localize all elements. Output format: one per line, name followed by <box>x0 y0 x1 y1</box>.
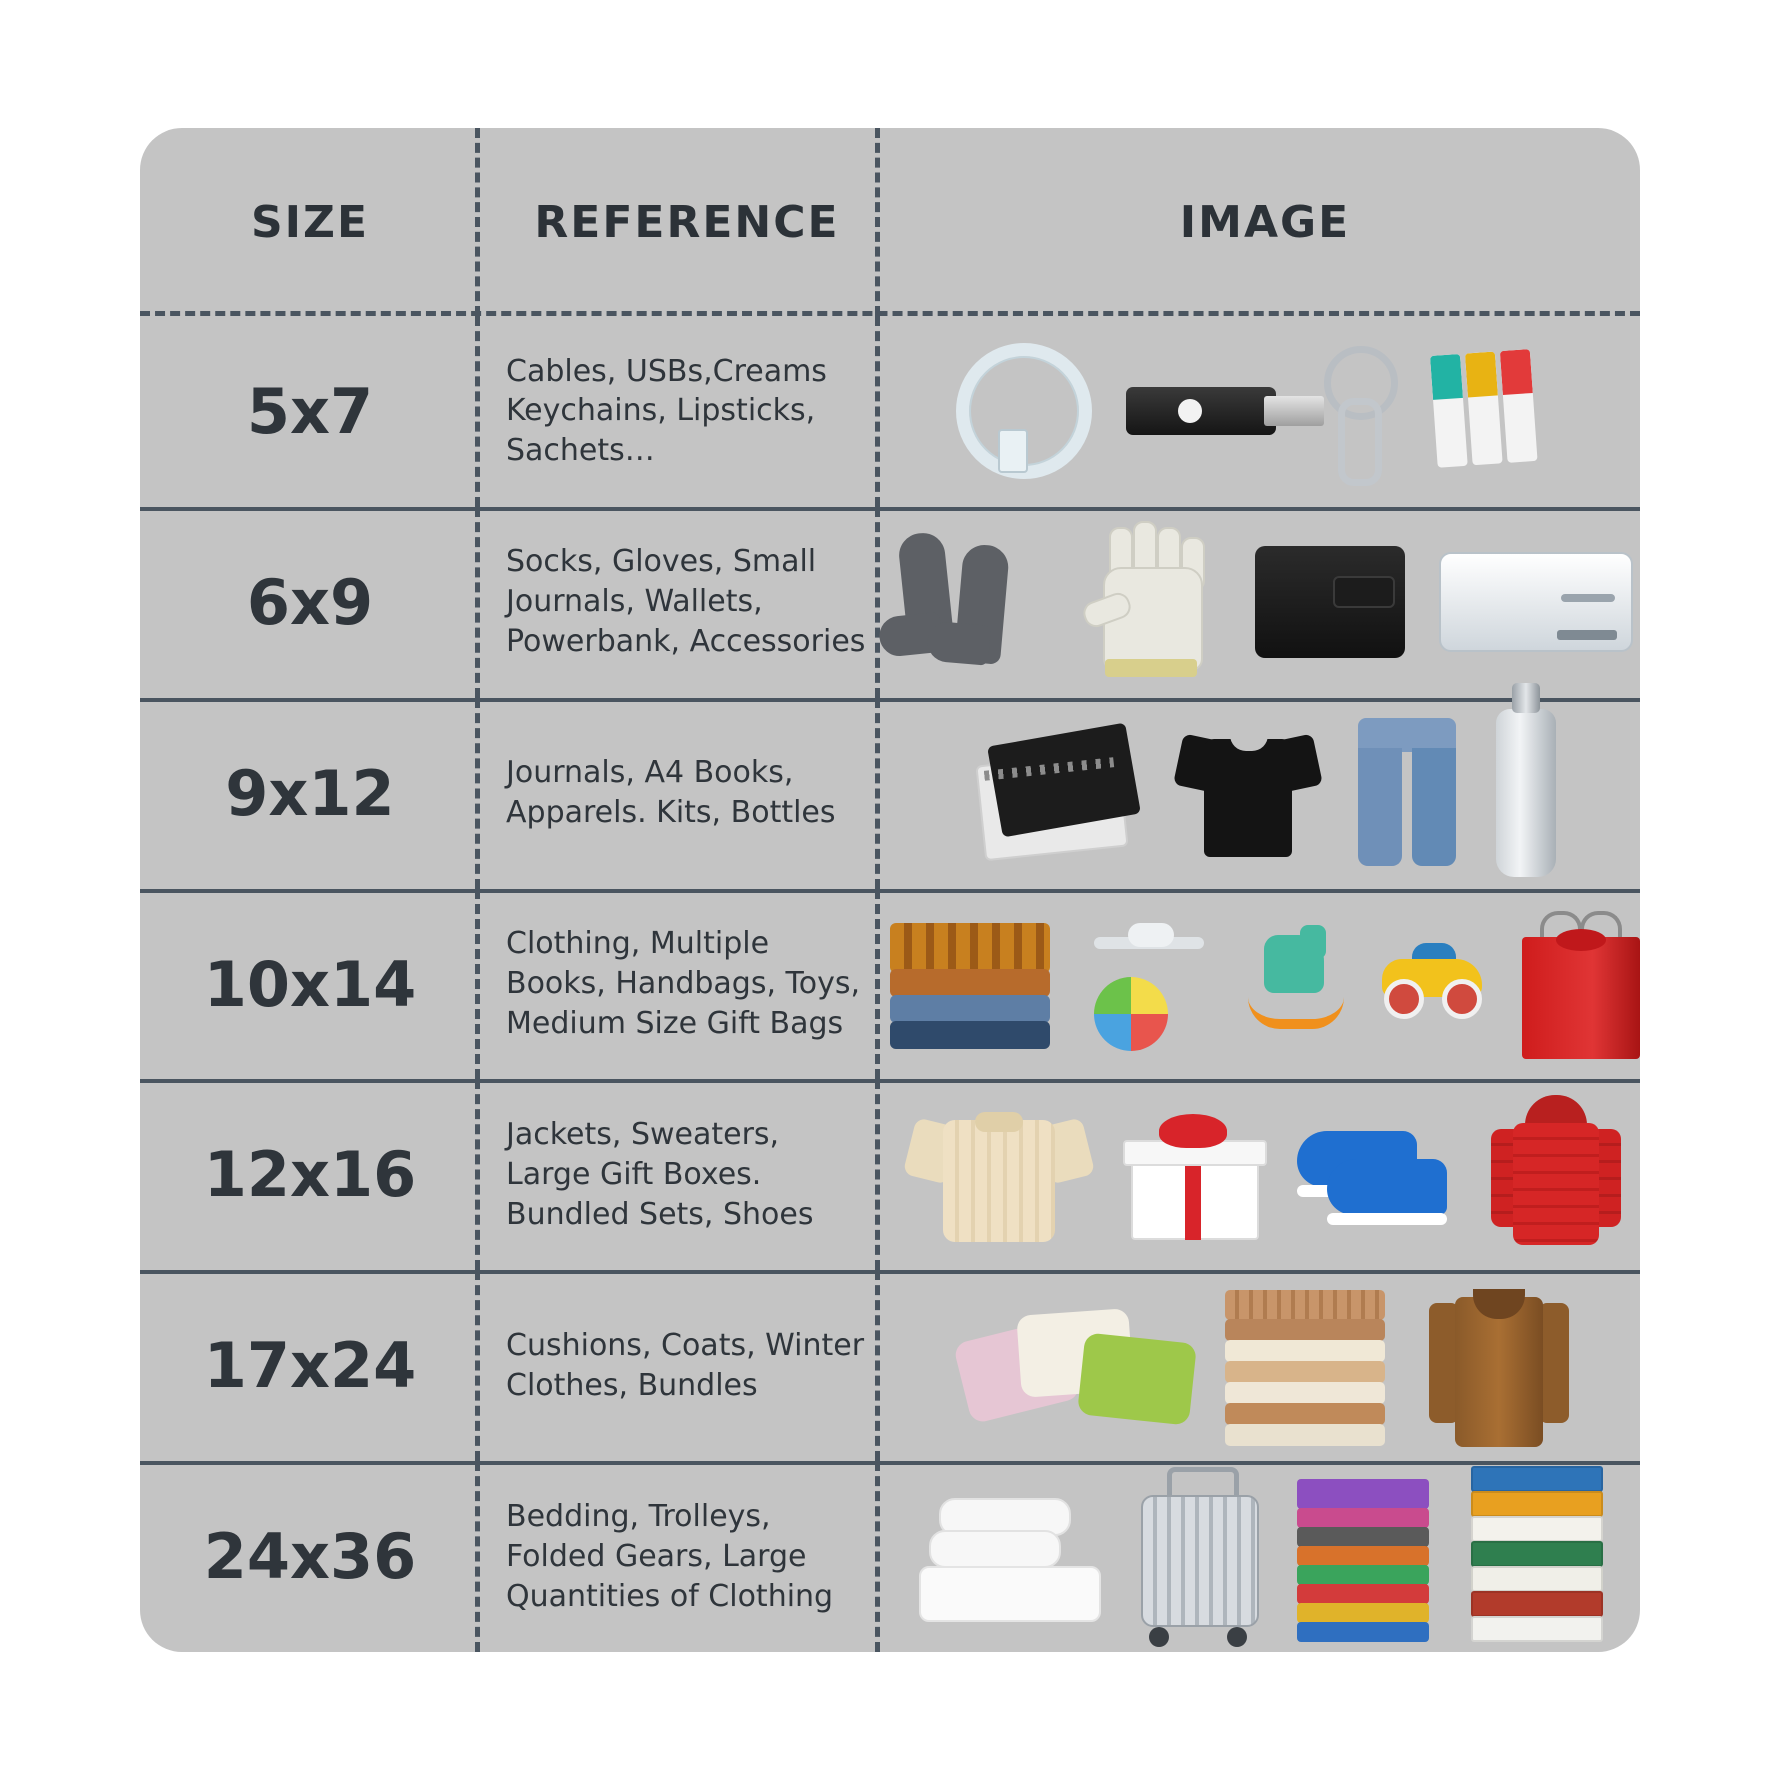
bedding-set-icon <box>919 1492 1099 1622</box>
row-reference-cell <box>480 1079 880 1270</box>
sweater-stack-icon <box>1225 1286 1395 1446</box>
row-image-cell <box>880 1079 1640 1270</box>
table-row <box>140 1461 1640 1652</box>
row-image-cell <box>880 1270 1640 1461</box>
table-row <box>140 1270 1640 1461</box>
puffer-jacket-icon <box>1491 1095 1621 1255</box>
size-label: 12x16 <box>203 1138 417 1212</box>
size-label: 9x12 <box>225 756 395 830</box>
powerbank-icon <box>1439 552 1633 652</box>
steel-bottle-icon <box>1496 709 1556 877</box>
size-label: 24x36 <box>203 1520 417 1594</box>
header-label-size: SIZE <box>250 196 370 248</box>
row-reference-cell <box>480 1270 880 1461</box>
row-reference-cell <box>480 698 880 889</box>
table-row <box>140 889 1640 1080</box>
size-label: 10x14 <box>203 947 417 1021</box>
header-cell-image <box>880 128 1640 316</box>
reference-label: Cables, USBs,Creams Keychains, Lipsticks, Sachets… <box>506 353 827 469</box>
header-cell-reference <box>480 128 880 316</box>
toy-plane-icon <box>1094 917 1214 977</box>
notebooks-icon <box>974 728 1144 858</box>
reference-label: Journals, A4 Books, Apparels. Kits, Bottles <box>506 755 836 831</box>
row-size-cell <box>140 507 480 698</box>
row-image-cell <box>880 698 1640 889</box>
usb-cable-icon <box>956 343 1092 479</box>
row-image-cell <box>880 316 1640 507</box>
reference-label: Clothing, Multiple Books, Handbags, Toys, Medium Size Gift Bags <box>506 926 861 1041</box>
wallet-icon <box>1255 546 1405 658</box>
row-reference-cell <box>480 316 880 507</box>
table-row <box>140 698 1640 889</box>
rocking-horse-icon <box>1248 929 1344 1039</box>
reference-label: Jackets, Sweaters, Large Gift Boxes. Bundled Sets, Shoes <box>506 1117 814 1232</box>
table-row <box>140 507 1640 698</box>
cushions-icon <box>961 1296 1191 1436</box>
size-label: 17x24 <box>203 1329 417 1403</box>
reference-label: Bedding, Trolleys, Folded Gears, Large Quantities of Clothing <box>506 1498 834 1614</box>
image-group <box>890 1461 1640 1652</box>
image-group <box>890 507 1640 698</box>
sneakers-icon <box>1297 1125 1457 1225</box>
socks-icon <box>897 527 1047 677</box>
toy-car-icon <box>1378 945 1488 1023</box>
jeans-icon <box>1352 718 1462 868</box>
gift-box-icon <box>1123 1110 1263 1240</box>
header-cell-size <box>140 128 480 316</box>
row-size-cell <box>140 1079 480 1270</box>
row-reference-cell <box>480 507 880 698</box>
size-guide-table <box>140 128 1640 1652</box>
size-label: 5x7 <box>246 374 374 448</box>
table-header-row <box>140 128 1640 316</box>
row-reference-cell <box>480 889 880 1080</box>
image-group <box>890 1270 1640 1461</box>
folded-shirts-icon <box>890 919 1060 1049</box>
size-label: 6x9 <box>246 565 374 639</box>
work-gloves-icon <box>1081 527 1221 677</box>
reference-label: Cushions, Coats, Winter Clothes, Bundles <box>506 1327 865 1403</box>
knit-sweater-icon <box>909 1100 1089 1250</box>
row-size-cell <box>140 316 480 507</box>
t-shirt-icon <box>1178 723 1318 863</box>
keychain-icon <box>1310 346 1400 476</box>
image-group <box>890 889 1640 1080</box>
folded-clothes-stack-icon <box>1297 1472 1437 1642</box>
cosmetic-sachets-icon <box>1430 347 1578 476</box>
header-label-image: IMAGE <box>1179 196 1351 248</box>
winter-coat-icon <box>1429 1281 1569 1451</box>
image-group <box>890 316 1640 507</box>
table-row <box>140 1079 1640 1270</box>
book-stack-icon <box>1471 1472 1611 1642</box>
toy-plane-and-ball-group <box>1094 917 1214 1051</box>
row-reference-cell <box>480 1461 880 1652</box>
row-size-cell <box>140 889 480 1080</box>
trolley-suitcase-icon <box>1133 1467 1263 1647</box>
header-label-reference: REFERENCE <box>534 196 840 248</box>
image-group <box>890 1079 1640 1270</box>
gift-bag-icon <box>1522 909 1640 1059</box>
row-size-cell <box>140 1270 480 1461</box>
row-image-cell <box>880 1461 1640 1652</box>
usb-flash-drive-icon <box>1126 387 1276 435</box>
row-image-cell <box>880 507 1640 698</box>
toy-ball-icon <box>1094 977 1168 1051</box>
size-reference-card <box>140 128 1640 1652</box>
reference-label: Socks, Gloves, Small Journals, Wallets, Powerbank, Accessories <box>506 544 866 660</box>
row-size-cell <box>140 1461 480 1652</box>
row-image-cell <box>880 889 1640 1080</box>
table-row <box>140 316 1640 507</box>
row-size-cell <box>140 698 480 889</box>
image-group <box>890 698 1640 889</box>
